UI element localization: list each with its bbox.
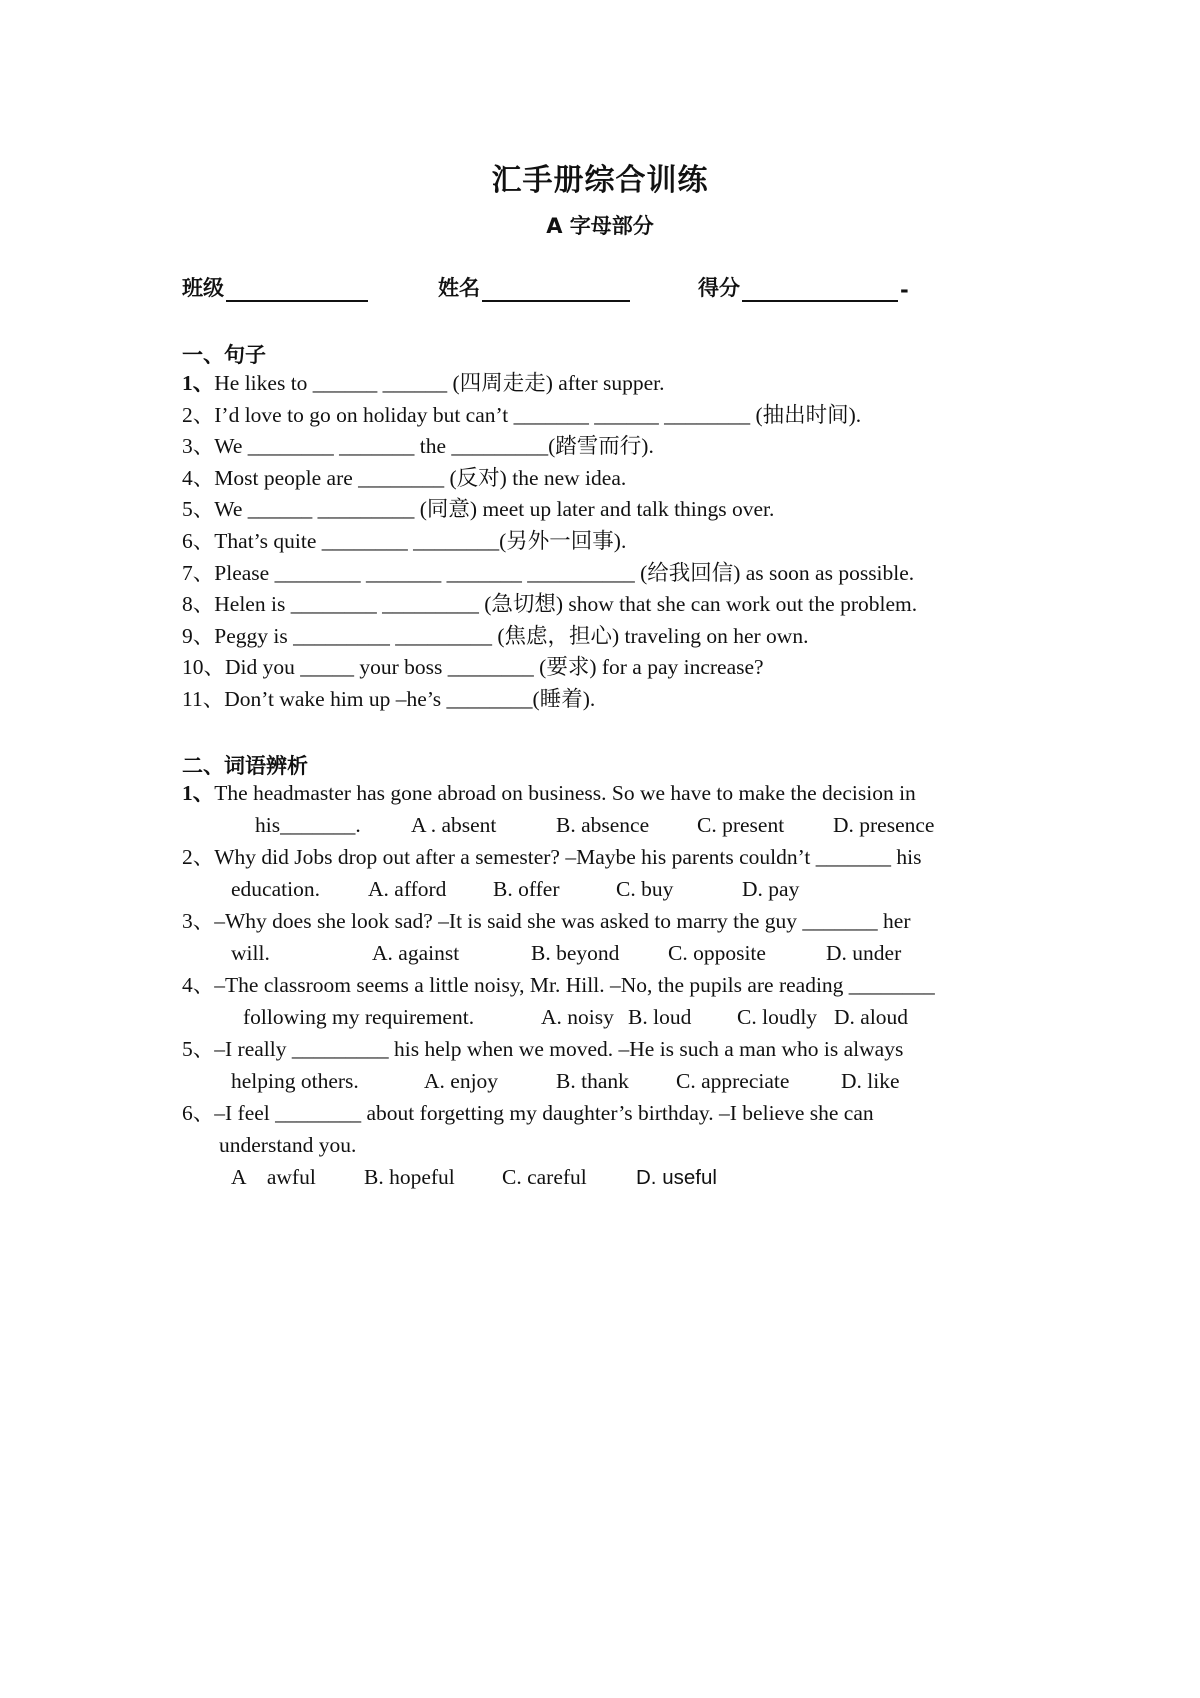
question-stem — [182, 970, 1024, 1002]
item-number: 7、 — [182, 561, 215, 585]
item-number: 9、 — [182, 624, 215, 648]
sentence-item — [182, 494, 1022, 526]
question-line: his_______. — [255, 813, 361, 837]
section1-heading: 一、句子 — [182, 343, 266, 367]
item-text: We ______ _________ (同意) meet up later and talk things over. — [214, 497, 775, 521]
sentence-item — [182, 463, 1022, 495]
question-stem — [182, 1034, 1024, 1066]
name-label: 姓名 — [438, 276, 480, 300]
choice-question — [182, 1034, 1024, 1066]
item-text: Please ________ _______ _______ __________ (给我回信) as soon as possible. — [214, 561, 915, 585]
choice-question — [182, 842, 1024, 874]
item-number: 5、 — [182, 497, 215, 521]
question-line: education. — [231, 877, 320, 901]
item-number: 5、 — [182, 1037, 215, 1061]
score-blank[interactable] — [742, 276, 898, 302]
item-number: 3、 — [182, 434, 215, 458]
sentence-item — [182, 684, 1022, 716]
item-number: 6、 — [182, 529, 215, 553]
option-a[interactable]: A. against — [372, 941, 460, 965]
answer-row — [0, 874, 1200, 906]
choice-question — [182, 778, 1024, 810]
item-text: Most people are ________ (反对) the new idea. — [214, 466, 627, 490]
option-c[interactable]: C. buy — [616, 877, 674, 901]
answer-row — [0, 1066, 1200, 1098]
sentence-item — [182, 652, 1022, 684]
option-c[interactable]: C. appreciate — [676, 1069, 790, 1093]
question-line: understand you. — [219, 1133, 357, 1157]
name-field[interactable] — [438, 272, 630, 302]
question-line: The headmaster has gone abroad on business. So we have to make the decision in — [214, 781, 916, 805]
option-a[interactable]: A. noisy — [541, 1005, 614, 1029]
class-label: 班级 — [182, 276, 224, 300]
choice-question — [182, 906, 1024, 938]
option-a[interactable]: A. afford — [368, 877, 447, 901]
question-line: helping others. — [231, 1069, 359, 1093]
item-number: 11、 — [182, 687, 225, 711]
class-field[interactable] — [182, 272, 368, 302]
question-stem — [182, 842, 1024, 874]
question-stem — [182, 778, 1024, 810]
option-a[interactable]: A. enjoy — [424, 1069, 499, 1093]
item-text: I’d love to go on holiday but can’t _______ ______ ________ (抽出时间). — [214, 403, 862, 427]
sentence-item — [182, 558, 1022, 590]
sentence-item — [182, 526, 1022, 558]
sentence-item — [182, 621, 1022, 653]
question-line: –I feel ________ about forgetting my daughter’s birthday. –I believe she can — [214, 1101, 874, 1125]
question-line: –The classroom seems a little noisy, Mr. Hill. –No, the pupils are reading ________ — [214, 973, 935, 997]
item-number: 4、 — [182, 466, 215, 490]
item-number: 3、 — [182, 909, 215, 933]
item-text: That’s quite ________ ________(另外一回事). — [214, 529, 627, 553]
option-b[interactable]: B. loud — [628, 1005, 692, 1029]
class-blank[interactable] — [226, 276, 368, 302]
option-b[interactable]: B. offer — [493, 877, 560, 901]
item-number: 1、 — [182, 781, 215, 805]
option-c[interactable]: C. present — [697, 813, 785, 837]
name-blank[interactable] — [482, 276, 630, 302]
option-a[interactable]: A awful — [231, 1165, 316, 1189]
option-c[interactable]: C. loudly — [737, 1005, 818, 1029]
option-d[interactable]: D. like — [841, 1069, 900, 1093]
student-info-row — [182, 272, 942, 306]
sentence-item — [182, 431, 1022, 463]
answer-row — [0, 1002, 1200, 1034]
question-line: –I really _________ his help when we moved. –He is such a man who is always — [214, 1037, 904, 1061]
option-b[interactable]: B. hopeful — [364, 1165, 455, 1189]
section2-heading: 二、词语辨析 — [182, 754, 308, 778]
item-text: He likes to ______ ______ (四周走走) after supper. — [214, 371, 665, 395]
option-d[interactable]: D. aloud — [834, 1005, 909, 1029]
item-number: 8、 — [182, 592, 215, 616]
item-text: Peggy is _________ _________ (焦虑，担心) traveling on her own. — [214, 624, 809, 648]
score-tail: - — [900, 278, 909, 302]
answer-row — [0, 810, 1200, 842]
sentence-item — [182, 400, 1022, 432]
choice-question — [182, 1098, 1024, 1130]
option-c[interactable]: C. careful — [502, 1165, 587, 1189]
option-c[interactable]: C. opposite — [668, 941, 766, 965]
item-number: 4、 — [182, 973, 215, 997]
page-title: 汇手册综合训练 — [491, 163, 709, 198]
option-d[interactable]: D. under — [826, 941, 902, 965]
item-text: Helen is ________ _________ (急切想) show that she can work out the problem. — [214, 592, 918, 616]
item-text: Don’t wake him up –he’s ________(睡着). — [224, 687, 596, 711]
answer-row — [0, 938, 1200, 970]
option-a[interactable]: A . absent — [411, 813, 497, 837]
item-number: 1、 — [182, 371, 215, 395]
question-line: –Why does she look sad? –It is said she was asked to marry the guy _______ her — [214, 909, 911, 933]
question-line: Why did Jobs drop out after a semester? –Maybe his parents couldn’t _______ his — [214, 845, 922, 869]
answer-row — [0, 1162, 1200, 1194]
answer-continuation — [219, 1130, 819, 1162]
sentence-item — [182, 368, 1022, 400]
item-number: 2、 — [182, 845, 215, 869]
page-subtitle: A 字母部分 — [546, 214, 654, 238]
question-line: will. — [231, 941, 270, 965]
question-line: following my requirement. — [243, 1005, 475, 1029]
option-b[interactable]: B. beyond — [531, 941, 620, 965]
option-b[interactable]: B. absence — [556, 813, 650, 837]
item-number: 10、 — [182, 655, 226, 679]
option-d[interactable]: D. presence — [833, 813, 935, 837]
choice-question — [182, 970, 1024, 1002]
question-stem — [182, 1098, 1024, 1130]
item-number: 6、 — [182, 1101, 215, 1125]
score-field[interactable] — [698, 272, 909, 302]
sentence-item — [182, 589, 1022, 621]
score-label: 得分 — [698, 276, 740, 300]
question-stem — [182, 906, 1024, 938]
option-b[interactable]: B. thank — [556, 1069, 629, 1093]
item-text: Did you _____ your boss ________ (要求) for a pay increase? — [225, 655, 764, 679]
item-text: We ________ _______ the _________(踏雪而行). — [214, 434, 654, 458]
option-d[interactable]: D. useful — [636, 1166, 717, 1189]
option-d[interactable]: D. pay — [742, 877, 800, 901]
item-number: 2、 — [182, 403, 215, 427]
